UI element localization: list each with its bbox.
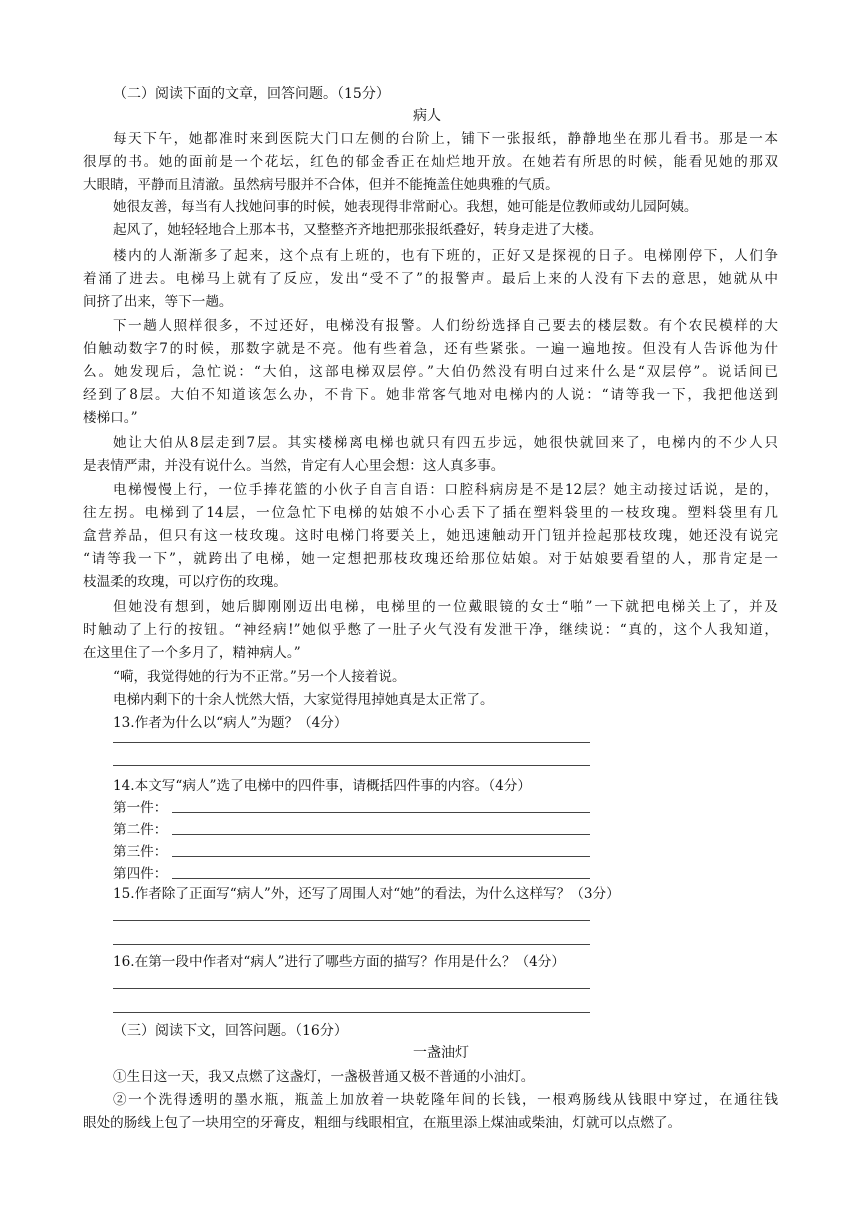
paragraph-line: 经到了8层。大伯不知道该怎么办，不肯下。她非常客气地对电梯内的人说：“请等我一下，我把他送到: [83, 387, 778, 403]
paragraph-line: “嗬，我觉得她的行为不正常。”另一个人接着说。: [113, 669, 406, 685]
item-label: 第三件：: [113, 844, 168, 860]
paragraph-line: 大眼睛，平静而且清澈。虽然病号服并不合体，但并不能掩盖住她典雅的气质。: [83, 177, 559, 193]
answer-line[interactable]: [113, 944, 590, 945]
paragraph-line: 么。她发现后，急忙说：“大伯，这部电梯双层停。”大伯仍然没有明白过来什么是“双层停”。说话间已: [83, 364, 778, 380]
question-13: 13.作者为什么以“病人”为题？（4分）: [113, 715, 348, 731]
item-label: 第一件：: [113, 800, 168, 816]
paragraph-line: 间挤了出来，等下一趟。: [83, 294, 233, 310]
paragraph-line: “请等我一下”，就跨出了电梯，她一定想把那枝玫瑰还给那位姑娘。对于姑娘要看望的人，那肯定是一: [83, 551, 778, 567]
section3-heading: （三）阅读下文，回答问题。（16分）: [113, 1023, 348, 1039]
paragraph-line: 伯触动数字7的时候，那数字就是不亮。他有些着急，还有些紧张。一遍一遍地按。但没有人告诉他为什: [83, 341, 778, 357]
question-15: 15.作者除了正面写“病人”外，还写了周围人对“她”的看法，为什么这样写？（3分）: [113, 886, 620, 902]
paragraph-line: 每天下午，她都准时来到医院大门口左侧的台阶上，铺下一张报纸，静静地坐在那儿看书。那是一本: [113, 131, 778, 147]
answer-line[interactable]: [172, 834, 590, 835]
paragraph-line: 是表情严肃，并没有说什么。当然，肯定有人心里会想：这人真多事。: [83, 458, 505, 474]
item-label: 第四件：: [113, 866, 168, 882]
answer-line[interactable]: [113, 742, 590, 743]
answer-line[interactable]: [172, 878, 590, 879]
paragraph-line: 电梯慢慢上行，一位手捧花篮的小伙子自言自语：口腔科病房是不是12层？她主动接过话说，是的，: [113, 482, 778, 498]
paragraph-line: 往左拐。电梯到了14层，一位急忙下电梯的姑娘不小心丢下了插在塑料袋里的一枝玫瑰。塑料袋里有几: [83, 505, 778, 521]
answer-line[interactable]: [172, 812, 590, 813]
paragraph-line: 她让大伯从8层走到7层。其实楼梯离电梯也就只有四五步远，她很快就回来了，电梯内的不少人只: [113, 435, 778, 451]
paragraph-line: 她很友善，每当有人找她问事的时候，她表现得非常耐心。我想，她可能是位教师或幼儿园阿姨。: [113, 199, 698, 215]
paragraph-line: 在这里住了一个多月了，精神病人。”: [83, 645, 301, 661]
paragraph-line: ②一个洗得透明的墨水瓶，瓶盖上加放着一块乾隆年间的长钱，一根鸡肠线从钱眼中穿过，在通往钱: [113, 1092, 778, 1108]
question-14: 14.本文写“病人”选了电梯中的四件事，请概括四件事的内容。（4分）: [113, 778, 531, 794]
paragraph-line: 楼内的人渐渐多了起来，这个点有上班的，也有下班的，正好又是探视的日子。电梯刚停下，人们争: [113, 248, 778, 264]
answer-line[interactable]: [113, 988, 590, 989]
article-title-patient: 病人: [413, 108, 441, 124]
paragraph-line: 盒营养品，但只有这一枝玫瑰。这时电梯门将要关上，她迅速触动开门钮并捡起那枝玫瑰，她还没有说完: [83, 528, 778, 544]
section2-heading: （二）阅读下面的文章，回答问题。（15分）: [113, 86, 390, 102]
paragraph-line: 起风了，她轻轻地合上那本书，又整整齐齐地把那张报纸叠好，转身走进了大楼。: [113, 222, 603, 238]
answer-line[interactable]: [113, 920, 590, 921]
paragraph-line: 枝温柔的玫瑰，可以疗伤的玫瑰。: [83, 574, 287, 590]
paragraph-line: 很厚的书。她的面前是一个花坛，红色的郁金香正在灿烂地开放。在她若有所思的时候，能看见她的那双: [83, 154, 778, 170]
paragraph-line: 下一趟人照样很多，不过还好，电梯没有报警。人们纷纷选择自己要去的楼层数。有个农民模样的大: [113, 318, 778, 334]
answer-line[interactable]: [113, 765, 590, 766]
item-label: 第二件：: [113, 822, 168, 838]
paragraph-line: 时触动了上行的按钮。“神经病!”她似乎憋了一肚子火气没有发泄干净，继续说：“真的，这个人我知道，: [83, 622, 778, 638]
paragraph-line: 电梯内剩下的十余人恍然大悟，大家觉得甩掉她真是太正常了。: [113, 692, 494, 708]
question-16: 16.在第一段中作者对“病人”进行了哪些方面的描写？作用是什么？（4分）: [113, 954, 565, 970]
paragraph-line: ①生日这一天，我又点燃了这盏灯，一盏极普通又极不普通的小油灯。: [113, 1069, 535, 1085]
paragraph-line: 但她没有想到，她后脚刚刚迈出电梯，电梯里的一位戴眼镜的女士“啪”一下就把电梯关上了，并及: [113, 599, 778, 615]
paragraph-line: 着涌了进去。电梯马上就有了反应，发出“受不了”的报警声。最后上来的人没有下去的意思，她就从中: [83, 271, 778, 287]
paragraph-line: 眼处的肠线上包了一块用空的牙膏皮，粗细与线眼相宜，在瓶里添上煤油或柴油，灯就可以点燃了。: [83, 1115, 682, 1131]
paragraph-line: 楼梯口。”: [83, 410, 138, 426]
answer-line[interactable]: [172, 856, 590, 857]
article-title-oil-lamp: 一盏油灯: [413, 1045, 469, 1061]
answer-line[interactable]: [113, 1012, 590, 1013]
